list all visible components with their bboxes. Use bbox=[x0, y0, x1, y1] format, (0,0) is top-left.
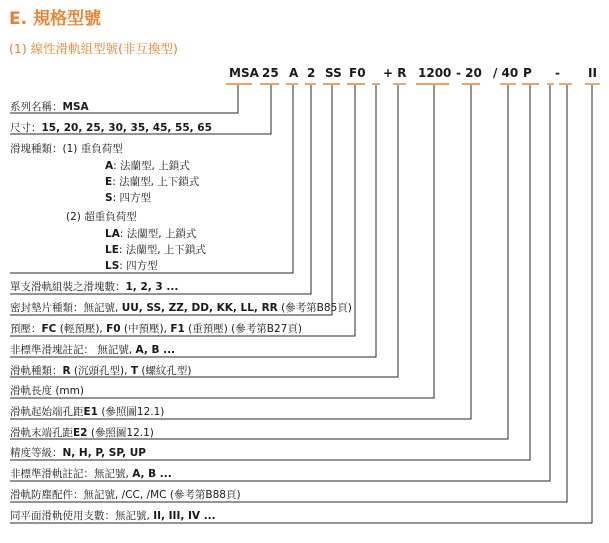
code-e2: / 40 bbox=[493, 66, 519, 80]
row-block-type: 滑塊種類：(1) 重負荷型 bbox=[10, 143, 123, 155]
row-parallel: 同平面滑軌使用支數：無記號, II, III, IV ... bbox=[10, 510, 216, 522]
code-block-count: 2 bbox=[307, 66, 316, 80]
row-seal: 密封墊片種類：無記號, UU, SS, ZZ, DD, KK, LL, RR (參考第B85頁) bbox=[10, 302, 352, 314]
row-e2: 滑軌末端孔距E2 (參照圖12.1) bbox=[10, 427, 154, 439]
row-s: S: 四方型 bbox=[105, 192, 151, 204]
code-series: MSA bbox=[229, 66, 259, 80]
row-rail-type: 滑軌種類：R (沉頭孔型), T (螺紋孔型) bbox=[10, 365, 192, 377]
code-e1: - 20 bbox=[456, 66, 482, 80]
code-preload: F0 bbox=[349, 66, 366, 80]
row-accuracy: 精度等級：N, H, P, SP, UP bbox=[10, 447, 146, 459]
code-dash: - bbox=[555, 66, 560, 80]
row-size: 尺寸：15, 20, 25, 30, 35, 45, 55, 65 bbox=[10, 122, 212, 134]
row-nonstd-rail: 非標準滑軌註記：無記號, A, B ... bbox=[10, 468, 172, 480]
row-e1: 滑軌起始端孔距E1 (參照圖12.1) bbox=[10, 406, 165, 418]
code-seal: SS bbox=[325, 66, 342, 80]
row-dust: 滑軌防塵配件：無記號, /CC, /MC (參考第B88頁) bbox=[10, 489, 241, 501]
code-rail-type: + R bbox=[383, 66, 407, 80]
row-preload: 預壓：FC (輕預壓), F0 (中預壓), F1 (重預壓) (參考第B27頁) bbox=[10, 323, 302, 335]
row-nonstd-block: 非標準滑塊註記： 無記號, A, B ... bbox=[10, 344, 176, 356]
section-title: E. 規格型號 bbox=[9, 9, 101, 29]
row-series: 系列名稱：MSA bbox=[10, 101, 89, 113]
code-block-type: A bbox=[289, 66, 299, 80]
row-blocks-per-rail: 單支滑軌組裝之滑塊數：1, 2, 3 ... bbox=[10, 281, 179, 293]
row-rail-length: 滑軌長度 (mm) bbox=[10, 385, 84, 397]
row-le: LE: 法蘭型, 上下鎖式 bbox=[105, 244, 206, 256]
code-size: 25 bbox=[262, 66, 279, 80]
row-a: A: 法蘭型, 上鎖式 bbox=[105, 160, 190, 172]
row-la: LA: 法蘭型, 上鎖式 bbox=[105, 228, 197, 240]
code-rail-length: 1200 bbox=[418, 66, 452, 80]
row-ls: LS: 四方型 bbox=[105, 260, 158, 272]
code-accuracy: P bbox=[523, 66, 532, 80]
code-parallel: II bbox=[588, 66, 597, 80]
row-e: E: 法蘭型, 上下鎖式 bbox=[105, 176, 200, 188]
row-super-heavy: (2) 超重負荷型 bbox=[66, 211, 137, 223]
section-subtitle: (1) 線性滑軌組型號(非互換型) bbox=[9, 41, 178, 56]
